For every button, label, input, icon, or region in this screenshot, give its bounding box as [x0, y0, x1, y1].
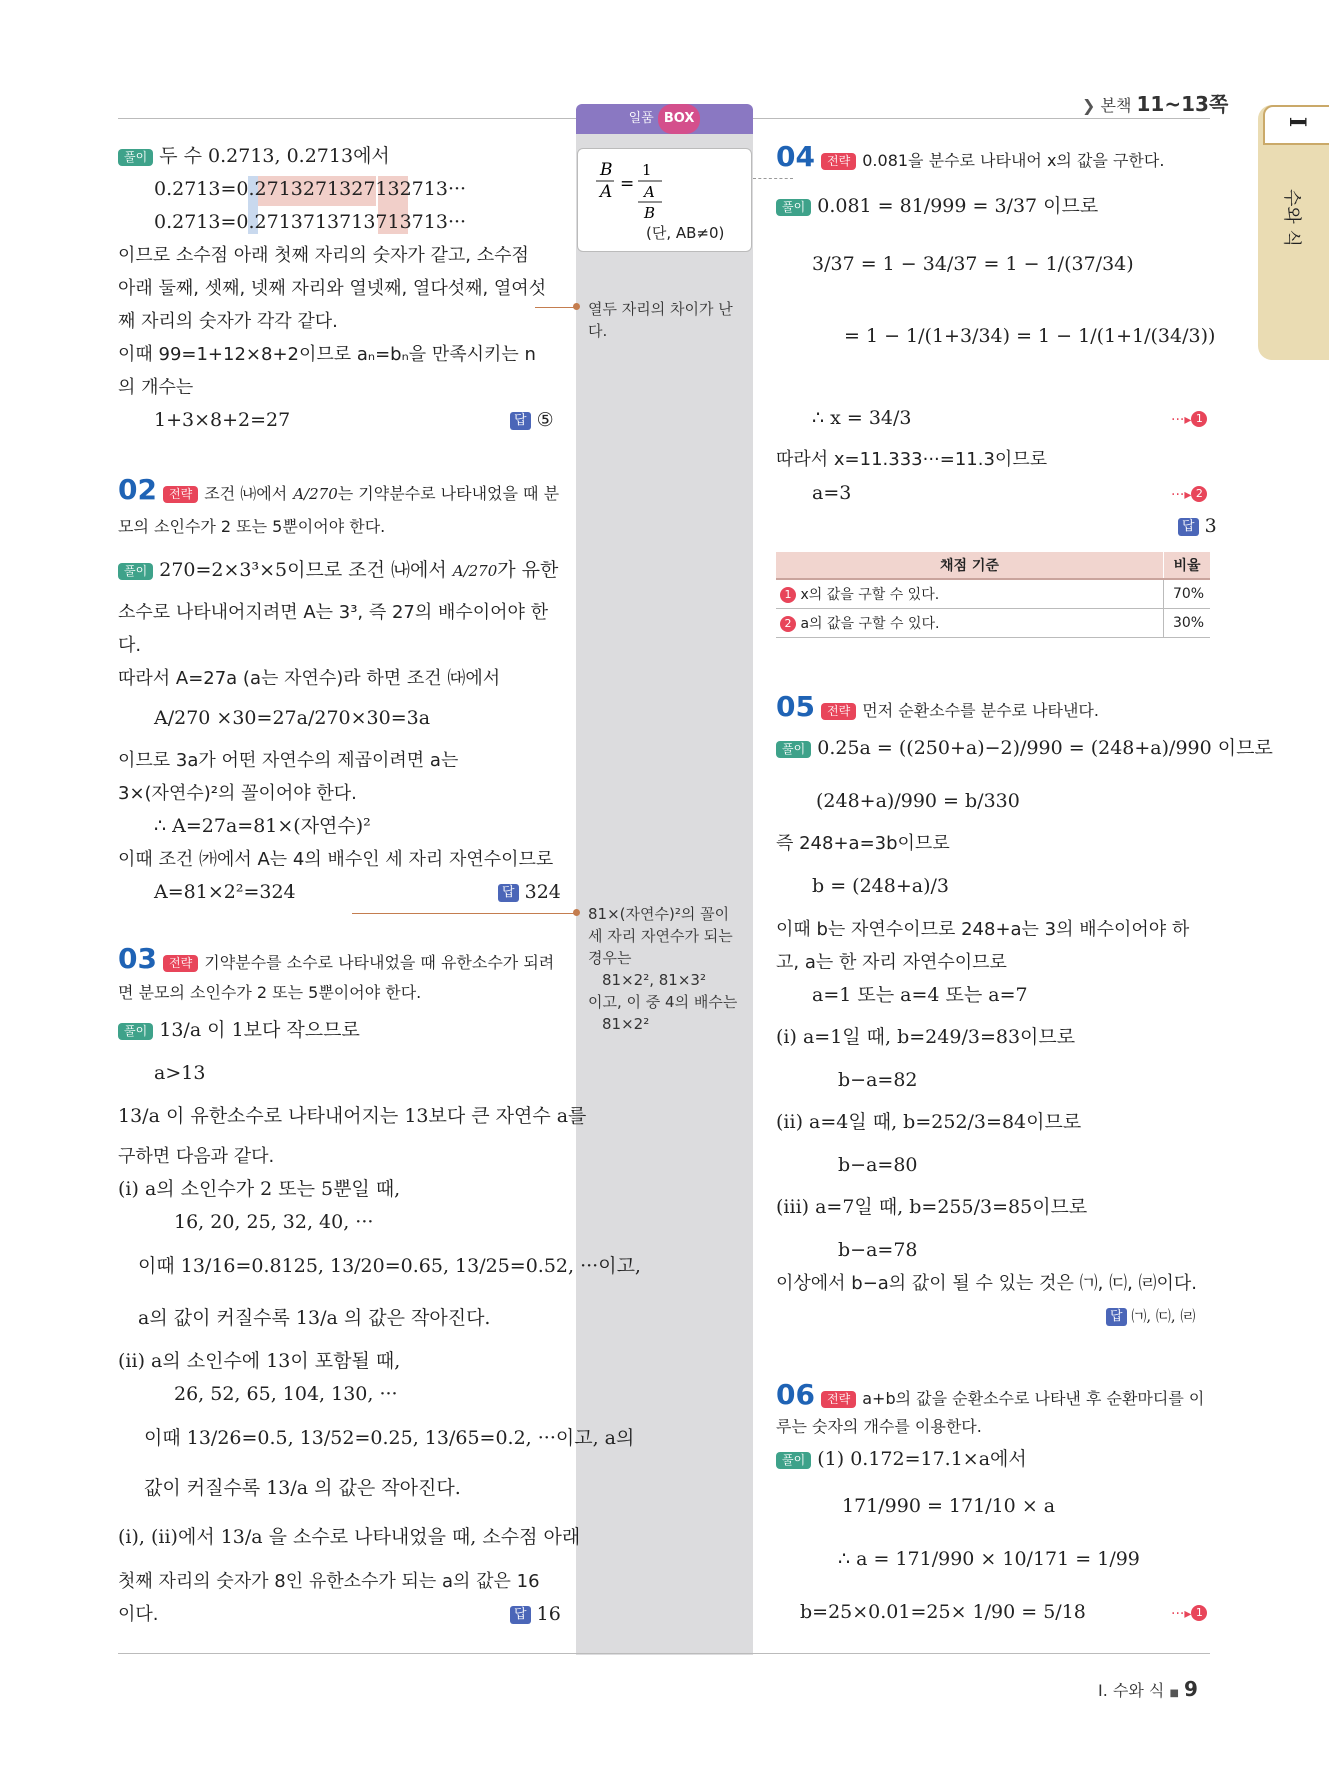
p03-answer: 답 16: [510, 1598, 561, 1631]
marker-1: ···▸ 1: [1171, 402, 1207, 437]
grading-header-criteria: 채점 기준: [776, 552, 1164, 579]
problem-number: 04: [776, 140, 815, 173]
solution-tag: 풀이: [118, 1023, 153, 1040]
dots-arrow-icon: ···▸: [1171, 412, 1192, 428]
dots-arrow-icon: ···▸: [1171, 1606, 1192, 1622]
sidenote-1: 열두 자리의 차이가 난다.: [588, 300, 733, 340]
chapter-title: 수와 식: [1281, 189, 1302, 247]
sidenote-2: 81×(자연수)²의 꼴이 세 자리 자연수가 되는 경우는 81×2², 81×3² 이고, 이 중 4의 배수는 81×2²: [588, 905, 738, 1033]
p01-line1: 두 수 0.2713, 0.2713에서: [159, 145, 390, 167]
problem-number: 02: [118, 473, 157, 506]
p02-strategy-c: 모의 소인수가 2 또는 5뿐이어야 한다.: [118, 517, 386, 536]
p04-answer: 답 3: [1178, 510, 1217, 543]
chevron-right-icon: ❯: [1082, 96, 1096, 115]
svg-text:A: A: [644, 183, 655, 201]
page-number: 9: [1184, 1677, 1198, 1701]
p05-answer: 답 ㈀, ㈂, ㈃: [1106, 1300, 1195, 1333]
p01-line7: 이때 99=1+12×8+2이므로 aₙ=bₙ을 만족시키는 n: [118, 344, 536, 365]
marker-1: ···▸ 1: [1171, 1596, 1207, 1631]
footer-section: I. 수와 식: [1098, 1681, 1165, 1700]
left-column: 풀이 두 수 0.2713, 0.2713에서 0.2713=0.2713271327132713··· 0.2713=0.2713713713713713··· 이므로 소수점 아래 첫째 자리의 숫자가 같고, 소수점 아래 둘째, 셋째, 넷째 자리와 열넷째, 열다섯째, 열여섯 째 자리의 숫자가 각각 같다. 이때 99=1+12×8+2이므로 aₙ=bₙ을 만족시키는 n 의 개수는 1+3×8+2=27 답 ⑤ 02 전략 조건 ㈏에서 A/270는 기약분수로 나타내었을 때 분 모의 소인수가 2 또는 5뿐이어야 한다. 풀이 270=2×3³×5이므로 조건 ㈏에서 A/270가 유한 소수로 나타내어지려면 A는 3³, 즉 27의 배수이어야 한 다. 따라서 A=27a (a는 자연수)라 하면 조건 ㈐에서 A/270 ×30=27a/270×30=3a 이므로 3a가 어떤 자연수의 제곱이려면 a는 3×(자연수)²의 꼴이어야 한다. ∴ A=27a=81×(자연수)² 이때 조건 ㈎에서 A는 4의 배수인 세 자리 자연수이므로 A=81×2²=324 답 324 03 전략 기약분수를 소수로 나타내었을 때 유한소수가 되려 면 분모의 소인수가 2 또는 5뿐이어야 한다. 풀이 13/a 이 1보다 작으므로 a>13 13/a 이 유한소수로 나타내어지는 13보다 큰 자연수 a를 구하면 다음과 같다. (i) a의 소인수가 2 또는 5뿐일 때, 16, 20, 25, 32, 40, ··· 이때 13/16=0.8125, 13/20=0.65, 13/25=0.52, ···이고, a의 값이 커질수록 13/a 의 값은 작아진다. (ii) a의 소인수에 13이 포함될 때, 26, 52, 65, 104, 130, ··· 이때 13/26=0.5, 13/52=0.25, 13/65=0.2, ···이고, a의 값이 커질수록 13/a 의 값은 작아진다. (i), (ii)에서 13/a 을 소수로 나타내었을 때, 소수점 아래 첫째 자리의 숫자가 8인 유한소수가 되는 a의 값은 16 이다. 답 16: [118, 140, 558, 1640]
p01-answer: 답 ⑤: [510, 404, 554, 437]
p01-line9: 1+3×8+2=27: [154, 409, 291, 431]
strategy-tag: 전략: [821, 703, 856, 720]
strategy-tag: 전략: [821, 1391, 856, 1408]
p01-line2: 0.2713=0.2713271327132713···: [154, 178, 467, 200]
problem-number: 03: [118, 942, 157, 975]
solution-tag: 풀이: [776, 199, 811, 216]
svg-text:B: B: [644, 204, 656, 222]
p01-line3: 0.2713=0.2713713713713713···: [154, 211, 467, 233]
grading-table: 채점 기준 비율 1 x의 값을 구할 수 있다. 70% 2 a의 값을 구할 수 있다. 30%: [776, 552, 1210, 638]
page-reference: ❯ 본책 11~13쪽: [1082, 92, 1229, 116]
p01-line6: 째 자리의 숫자가 각각 같다.: [118, 311, 338, 332]
svg-text:B: B: [600, 160, 613, 180]
p01-line4: 이므로 소수점 아래 첫째 자리의 숫자가 같고, 소수점: [118, 245, 529, 266]
note1-dot: [573, 303, 580, 310]
svg-text:1: 1: [642, 161, 652, 179]
note2-dot: [573, 909, 580, 916]
strategy-tag: 전략: [163, 486, 198, 503]
solution-tag: 풀이: [118, 563, 153, 580]
box-formula: [592, 157, 742, 227]
p01-line8: 의 개수는: [118, 377, 194, 398]
bottom-rule: [118, 1653, 1210, 1654]
strategy-tag: 전략: [163, 955, 198, 972]
right-column: 04 전략 0.081을 분수로 나타내어 x의 값을 구한다. 풀이 0.081 = 81/999 = 3/37 이므로 3/37 = 1 − 34/37 = 1 − 1/(37/34) = 1 − 1/(1+3/34) = 1 − 1/(1+1/(34/3)) ∴ x = 34/3 ···▸ 1 따라서 x=11.333···=11.3이므로 a=3 ···▸ 2 답 3: [776, 140, 1210, 1640]
solution-tag: 풀이: [776, 1452, 811, 1469]
dots-arrow-icon: ···▸: [1171, 487, 1192, 503]
strategy-tag: 전략: [821, 153, 856, 170]
p02-answer: 답 324: [498, 876, 561, 909]
solution-tag: 풀이: [776, 741, 811, 758]
box-badge: BOX: [658, 104, 701, 134]
chapter-tab[interactable]: [1258, 105, 1329, 360]
grading-header-ratio: 비율: [1164, 552, 1211, 579]
svg-text:=: =: [620, 174, 635, 194]
problem-number: 05: [776, 690, 815, 723]
p01-line5: 아래 둘째, 셋째, 넷째 자리와 열넷째, 열다섯째, 열여섯: [118, 278, 547, 299]
fraction: A/270: [293, 485, 338, 503]
chapter-numeral: I: [1284, 116, 1310, 128]
box-formula-card: [577, 148, 752, 252]
footer: I. 수와 식 ■ 9: [1098, 1677, 1198, 1701]
box-condition: (단, AB≠0): [646, 224, 725, 242]
problem-number: 06: [776, 1378, 815, 1411]
box-header: 일품 BOX: [576, 104, 753, 134]
marker-2: ···▸ 2: [1171, 477, 1207, 512]
solution-tag: 풀이: [118, 149, 153, 166]
svg-text:A: A: [600, 182, 613, 202]
right-column-lower: 05 전략 먼저 순환소수를 분수로 나타낸다. 풀이 0.25a = ((250+a)−2)/990 = (248+a)/990 이므로 (248+a)/990 = b/330 즉 248+a=3b이므로 b = (248+a)/3 이때 b는 자연수이므로 248+a는 3의 배수이어야 하 고, a는 한 자리 자연수이므로 a=1 또는 a=4 또는 a=7 (i) a=1일 때, b=249/3=83이므로 b−a=82 (ii) a=4일 때, b=252/3=84이므로 b−a=80 (iii) a=7일 때, b=255/3=85이므로 b−a=78 이상에서 b−a의 값이 될 수 있는 것은 ㈀, ㈂, ㈃이다. 답 ㈀, ㈂, ㈃ 06 전략 a+b의 값을 순환소수로 나타낸 후 순환마디를 이 루는 숫자의 개수를 이용한다. 풀이 (1) 0.172=17.1×a에서 171/990 = 171/10 × a ∴ a = 171/990 × 10/171 = 1/99 b=25×0.01=25× 1/90 = 5/18 ···▸ 1: [776, 690, 1210, 1640]
